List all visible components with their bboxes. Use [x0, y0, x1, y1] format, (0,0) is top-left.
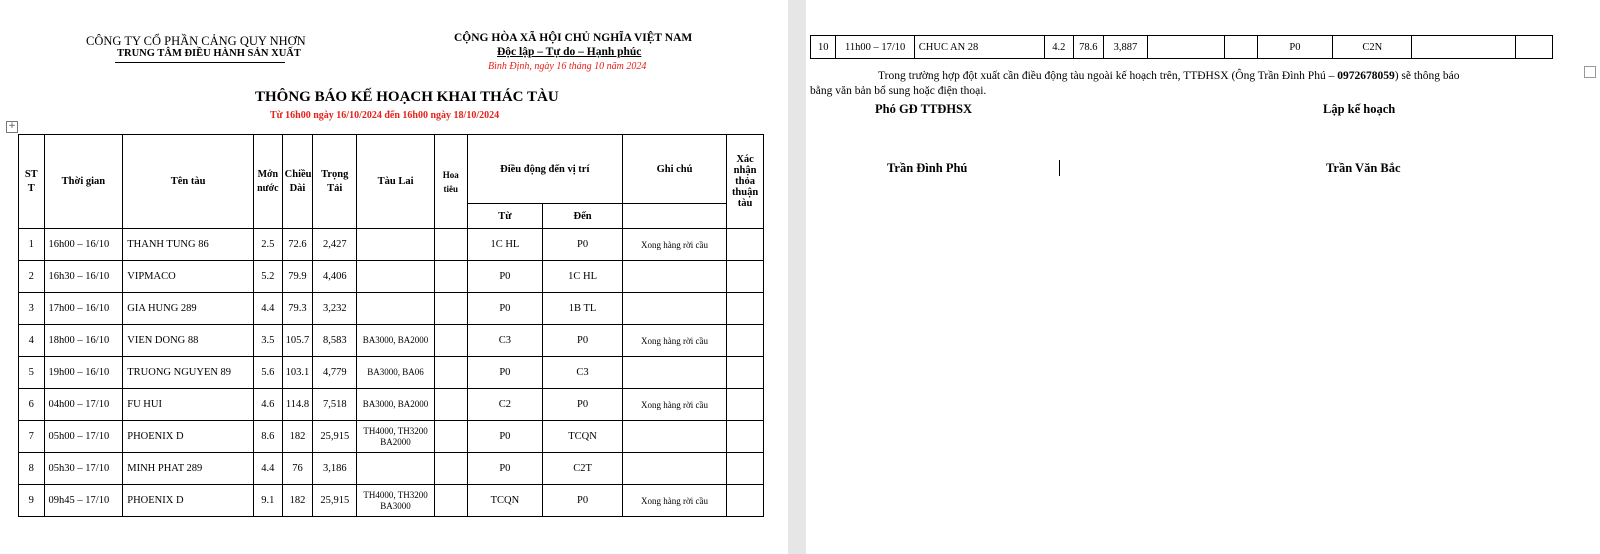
col-header-confirm: Xác nhận thỏa thuận tàu [727, 135, 764, 229]
table-row[interactable] [19, 325, 764, 357]
cell-dwt: 3,887 [1104, 36, 1148, 59]
table-row[interactable] [19, 357, 764, 389]
cell-from: P0 [467, 453, 543, 485]
cell-from: C3 [467, 325, 543, 357]
para-text-b: ) sẽ thông báo [1394, 70, 1460, 82]
cell-draft: 3.5 [254, 325, 283, 357]
col-header-to: Đến [543, 204, 623, 229]
cell-to: C3 [543, 357, 623, 389]
cell-from: P0 [467, 261, 543, 293]
ship-plan-table [18, 134, 764, 517]
contact-phone: 0972678059 [1337, 70, 1395, 82]
cell-length: 76 [282, 453, 313, 485]
cell-tugs [357, 453, 435, 485]
cell-confirm [727, 261, 764, 293]
cell-to: 1C HL [543, 261, 623, 293]
cell-dwt: 4,406 [313, 261, 357, 293]
table-row[interactable] [19, 389, 764, 421]
cell-to: C2T [543, 453, 623, 485]
cell-confirm [727, 389, 764, 421]
cell-stt: 9 [19, 485, 45, 517]
cell-tugs [1147, 36, 1224, 59]
col-header-length: Chiều Dài [282, 135, 313, 229]
cell-confirm [727, 453, 764, 485]
col-header-from: Từ [467, 204, 543, 229]
signer-right-title: Lập kế hoạch [1323, 102, 1396, 116]
cell-note [1412, 36, 1516, 59]
cell-dwt: 25,915 [313, 421, 357, 453]
cell-ship: FU HUI [123, 389, 254, 421]
document-title: THÔNG BÁO KẾ HOẠCH KHAI THÁC TÀU [255, 89, 559, 105]
cell-draft: 9.1 [254, 485, 283, 517]
cell-draft: 5.6 [254, 357, 283, 389]
cell-from: P0 [467, 357, 543, 389]
cell-confirm [727, 421, 764, 453]
table-row[interactable] [19, 421, 764, 453]
cell-note [622, 357, 726, 389]
cell-ship: TRUONG NGUYEN 89 [123, 357, 254, 389]
cell-tugs: BA3000, BA2000 [357, 389, 435, 421]
cell-to: P0 [543, 229, 623, 261]
cell-tugs: BA3000, BA2000 [357, 325, 435, 357]
table-row[interactable] [19, 229, 764, 261]
cell-to: P0 [543, 325, 623, 357]
national-title: CỘNG HÒA XÃ HỘI CHỦ NGHĨA VIỆT NAM [454, 32, 693, 44]
cell-pilot [434, 453, 467, 485]
table-header-row [19, 135, 764, 204]
cell-dwt: 4,779 [313, 357, 357, 389]
company-name: CÔNG TY CỔ PHẦN CẢNG QUY NHƠN [86, 34, 306, 48]
table-row[interactable] [19, 485, 764, 517]
cell-pilot [434, 325, 467, 357]
cell-ship: VIPMACO [123, 261, 254, 293]
cell-tugs: TH4000, TH3200 BA3000 [357, 485, 435, 517]
cell-stt: 1 [19, 229, 45, 261]
unit-name: TRUNG TÂM ĐIỀU HÀNH SẢN XUẤT [117, 48, 301, 59]
cell-ship: THANH TUNG 86 [123, 229, 254, 261]
cell-pilot [1225, 36, 1258, 59]
cell-stt: 3 [19, 293, 45, 325]
cell-length: 79.3 [282, 293, 313, 325]
cell-note: Xong hàng rời cầu [622, 485, 726, 517]
cell-time: 16h30 – 16/10 [44, 261, 123, 293]
cell-draft: 5.2 [254, 261, 283, 293]
cell-time: 18h00 – 16/10 [44, 325, 123, 357]
cell-pilot [434, 357, 467, 389]
para-text-a: Trong trường hợp đột xuất cần điều động tàu ngoài kế hoạch trên, TTĐHSX (Ông Trần Đình Phú – [878, 70, 1338, 82]
cell-ship: PHOENIX D [123, 485, 254, 517]
cell-note: Xong hàng rời cầu [622, 389, 726, 421]
header-underline [115, 62, 285, 63]
table-row[interactable] [811, 36, 1553, 59]
table-row[interactable] [19, 293, 764, 325]
cell-confirm [727, 293, 764, 325]
cell-dwt: 8,583 [313, 325, 357, 357]
cell-confirm [727, 485, 764, 517]
col-header-pilot: Hoa tiêu [434, 135, 467, 229]
cell-ship: PHOENIX D [123, 421, 254, 453]
cell-pilot [434, 261, 467, 293]
table-resize-handle[interactable] [1584, 66, 1596, 78]
col-header-note: Ghi chú [622, 135, 726, 204]
cell-dwt: 25,915 [313, 485, 357, 517]
footer-paragraph-line2: bằng văn bản bổ sung hoặc điện thoại. [810, 85, 987, 97]
col-header-dwt: Trọng Tải [313, 135, 357, 229]
col-header-ship: Tên tàu [123, 135, 254, 229]
cell-confirm [727, 229, 764, 261]
cell-draft: 4.2 [1045, 36, 1073, 59]
cell-tugs [357, 229, 435, 261]
cell-stt: 8 [19, 453, 45, 485]
cell-length: 114.8 [282, 389, 313, 421]
signer-left-title: Phó GĐ TTĐHSX [875, 102, 973, 116]
cell-stt: 10 [811, 36, 836, 59]
cell-dwt: 2,427 [313, 229, 357, 261]
cell-length: 182 [282, 421, 313, 453]
col-header-tugs: Tàu Lai [357, 135, 435, 229]
text-cursor [1059, 160, 1060, 176]
document-page-1 [0, 0, 788, 554]
cell-draft: 4.6 [254, 389, 283, 421]
cell-stt: 7 [19, 421, 45, 453]
cell-tugs [357, 261, 435, 293]
cell-pilot [434, 485, 467, 517]
cell-note [622, 261, 726, 293]
cell-time: 17h00 – 16/10 [44, 293, 123, 325]
cell-tugs: TH4000, TH3200 BA2000 [357, 421, 435, 453]
signer-left-name: Trần Đình Phú [887, 161, 968, 175]
cell-note [622, 421, 726, 453]
cell-length: 103.1 [282, 357, 313, 389]
cell-note: Xong hàng rời cầu [622, 229, 726, 261]
cell-length: 78.6 [1073, 36, 1104, 59]
cell-note [622, 293, 726, 325]
cell-to: C2N [1333, 36, 1412, 59]
cell-length: 105.7 [282, 325, 313, 357]
cell-time: 09h45 – 17/10 [44, 485, 123, 517]
cell-note [622, 453, 726, 485]
cell-time: 05h00 – 17/10 [44, 421, 123, 453]
cell-time: 16h00 – 16/10 [44, 229, 123, 261]
col-header-draft: Mớn nước [254, 135, 283, 229]
cell-stt: 5 [19, 357, 45, 389]
cell-to: P0 [543, 389, 623, 421]
ship-plan-table-continued [810, 35, 1553, 59]
cell-pilot [434, 421, 467, 453]
cell-draft: 4.4 [254, 293, 283, 325]
signer-right-name: Trần Văn Bắc [1326, 161, 1401, 175]
cell-to: P0 [543, 485, 623, 517]
cell-time: 04h00 – 17/10 [44, 389, 123, 421]
cell-dwt: 3,232 [313, 293, 357, 325]
cell-confirm [1516, 36, 1553, 59]
cell-stt: 6 [19, 389, 45, 421]
cell-tugs: BA3000, BA06 [357, 357, 435, 389]
col-header-note-empty [622, 204, 726, 229]
cell-from: P0 [467, 421, 543, 453]
cell-ship: MINH PHAT 289 [123, 453, 254, 485]
col-header-time: Thời gian [44, 135, 123, 229]
cell-from: P0 [467, 293, 543, 325]
move-handle-icon[interactable]: + [6, 121, 18, 133]
footer-paragraph-line1 [878, 70, 1460, 82]
cell-time: 11h00 – 17/10 [836, 36, 914, 59]
cell-dwt: 7,518 [313, 389, 357, 421]
cell-time: 05h30 – 17/10 [44, 453, 123, 485]
col-header-move: Điều động đến vị trí [467, 135, 622, 204]
cell-length: 182 [282, 485, 313, 517]
national-motto: Độc lập – Tự do – Hạnh phúc [497, 46, 642, 58]
cell-ship: CHUC AN 28 [914, 36, 1044, 59]
cell-note: Xong hàng rời cầu [622, 325, 726, 357]
cell-time: 19h00 – 16/10 [44, 357, 123, 389]
cell-confirm [727, 325, 764, 357]
document-date: Bình Định, ngày 16 tháng 10 năm 2024 [488, 61, 647, 72]
document-subtitle: Từ 16h00 ngày 16/10/2024 đến 16h00 ngày 18/10/2024 [270, 110, 500, 121]
cell-draft: 8.6 [254, 421, 283, 453]
cell-pilot [434, 229, 467, 261]
cell-from: P0 [1257, 36, 1332, 59]
document-page-2 [806, 0, 1600, 554]
cell-ship: VIEN DONG 88 [123, 325, 254, 357]
cell-length: 72.6 [282, 229, 313, 261]
col-header-stt: ST T [19, 135, 45, 229]
cell-draft: 4.4 [254, 453, 283, 485]
cell-stt: 2 [19, 261, 45, 293]
cell-from: C2 [467, 389, 543, 421]
table-row[interactable] [19, 453, 764, 485]
cell-confirm [727, 357, 764, 389]
table-row[interactable] [19, 261, 764, 293]
cell-tugs [357, 293, 435, 325]
cell-to: 1B TL [543, 293, 623, 325]
cell-length: 79.9 [282, 261, 313, 293]
cell-from: TCQN [467, 485, 543, 517]
cell-pilot [434, 293, 467, 325]
cell-stt: 4 [19, 325, 45, 357]
cell-dwt: 3,186 [313, 453, 357, 485]
cell-from: 1C HL [467, 229, 543, 261]
cell-draft: 2.5 [254, 229, 283, 261]
cell-ship: GIA HUNG 289 [123, 293, 254, 325]
cell-pilot [434, 389, 467, 421]
cell-to: TCQN [543, 421, 623, 453]
